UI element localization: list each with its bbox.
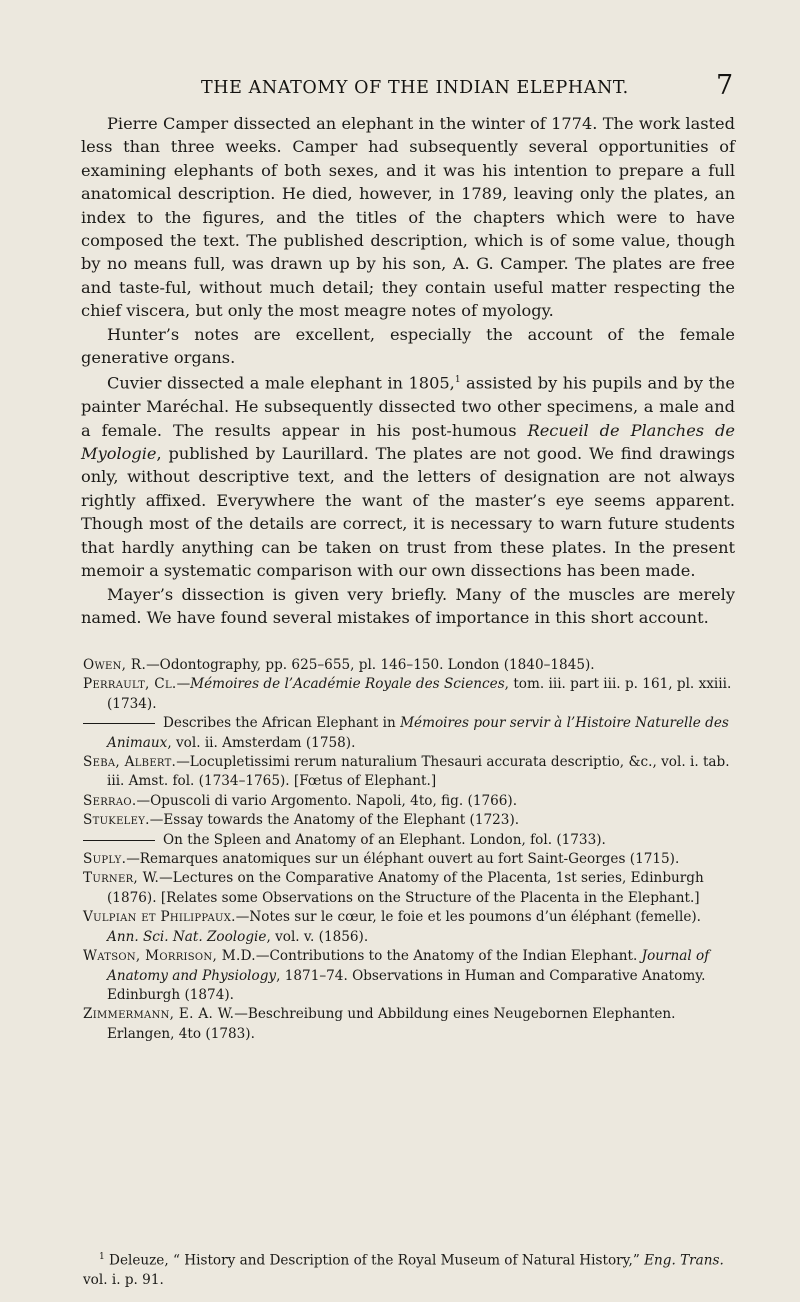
reference-entry — [83, 675, 733, 714]
reference-text-after: , tom. iii. part iii. p. 161, pl. xxiii. (1734). — [107, 676, 732, 712]
reference-author: Perrault, Cl. — [83, 676, 177, 693]
reference-text: —Opuscoli di vario Argomento. Napoli, 4to, fig. (1766). — [136, 792, 518, 809]
reference-title: Mémoires de l’Académie Royale des Sciences — [190, 676, 505, 693]
ditto-rule — [83, 723, 155, 724]
reference-text-after: , vol. ii. Amsterdam (1758). — [167, 734, 356, 751]
cuvier-text-before: Cuvier dissected a male elephant in 1805, — [107, 373, 455, 393]
body-text — [81, 112, 735, 629]
footnote-text — [83, 1248, 733, 1290]
reference-author: Turner, W. — [83, 870, 160, 887]
reference-author: Owen, R. — [83, 657, 147, 673]
footnote-marker[interactable]: 1 — [454, 375, 461, 386]
reference-entry — [83, 811, 733, 830]
reference-author: Zimmermann, E. A. W. — [83, 1006, 235, 1023]
cuvier-text-middle: assisted by his pupils and by the painter Maréchal. He subsequently dissected two other specimens, a male and a female. The results appear in his post-humous — [81, 373, 735, 440]
ditto-rule — [83, 840, 155, 841]
reference-text: —Odontography, pp. 625–655, pl. 146–150. London (1840–1845). — [146, 657, 595, 673]
reference-author: Watson, Morrison, M.D. — [83, 948, 256, 965]
reference-title: Ann. Sci. Nat. Zoologie — [107, 928, 267, 945]
paragraph-cuvier — [81, 369, 735, 582]
bibliography — [83, 656, 733, 1044]
footnote-body: Deleuze, “ History and Description of the Royal Museum of Natural History,” — [104, 1252, 645, 1269]
cuvier-work-title: Recueil de Planches de Myologie — [81, 420, 735, 464]
reference-author: Stukeley. — [83, 812, 150, 829]
footnote-after: vol. i. p. 91. — [83, 1271, 164, 1288]
reference-entry — [83, 714, 733, 753]
reference-entry — [83, 831, 733, 850]
reference-entry — [83, 1005, 733, 1044]
paragraph-camper: Pierre Camper dissected an elephant in the winter of 1774. The work lasted less than three weeks. Camper had subsequently several opportunities of examining elephants of both sexes, and it was his intention to prepare a full anatomical description. He died, however, in 1789, leaving only the plates, an index to the figures, and the titles of the chapters which were to have composed the text. The published description, which is of some value, though by no means full, was drawn up by his son, A. G. Camper. The plates are free and taste-ful, without much detail; they contain useful matter respecting the chief viscera, but only the most meagre notes of myology. — [81, 114, 735, 321]
paragraph-hunter: Hunter’s notes are excellent, especially the account of the female generative organs. — [81, 324, 735, 368]
reference-text: —Essay towards the Anatomy of the Elephant (1723). — [149, 812, 520, 829]
reference-entry — [83, 753, 733, 792]
footnote-title: Eng. Trans. — [644, 1252, 724, 1269]
reference-entry — [83, 656, 733, 675]
reference-entry — [83, 850, 733, 869]
reference-entry — [83, 869, 733, 908]
reference-author: Vulpian et Philippaux. — [83, 909, 236, 926]
reference-text: —Notes sur le cœur, le foie et les poumons d’un éléphant (femelle). — [235, 909, 701, 926]
footnote — [83, 1248, 733, 1290]
running-title: THE ANATOMY OF THE INDIAN ELEPHANT. — [201, 78, 629, 98]
reference-entry — [83, 947, 733, 1005]
reference-author: Seba, Albert. — [83, 754, 177, 771]
reference-title: Mémoires pour servir à l’Histoire Naturelle des Animaux — [107, 715, 729, 751]
reference-entry — [83, 792, 733, 811]
page-header — [0, 70, 800, 106]
reference-text: —Lectures on the Comparative Anatomy of the Placenta, 1st series, Edinburgh (1876). [Relates some Observations on the Structure of the Placenta in the Elephant.] — [107, 870, 704, 906]
reference-text-after: , vol. v. (1856). — [266, 928, 369, 945]
paragraph-mayer: Mayer’s dissection is given very briefly. Many of the muscles are merely named. We have found several mistakes of importance in this short account. — [81, 584, 735, 627]
reference-entry — [83, 908, 733, 947]
reference-author: Serrao. — [83, 792, 137, 809]
page-number: 7 — [716, 70, 734, 101]
reference-text: —Locupletissimi rerum naturalium Thesauri accurata descriptio, &c., vol. i. tab. iii. Amst. fol. (1734–1765). [Fœtus of Elephant.] — [107, 754, 730, 790]
reference-author: Suply. — [83, 851, 127, 868]
cuvier-text-after: , published by Laurillard. The plates are not good. We find drawings only, without descriptive text, and the letters of designation are not always rightly affixed. Everywhere the want of the master’s eye seems apparent. Though most of the details are correct, it is necessary to warn future students that hardly anything can be taken on trust from these plates. In the present memoir a systematic comparison with our own dissections has been made. — [81, 444, 735, 581]
footnote-number: 1 — [99, 1252, 105, 1262]
reference-text: —Contributions to the Anatomy of the Indian Elephant. — [255, 948, 642, 965]
reference-title: Journal of Anatomy and Physiology — [107, 948, 710, 984]
reference-text: — — [176, 676, 191, 693]
reference-text: —Remarques anatomiques sur un éléphant ouvert au fort Saint-Georges (1715). — [126, 851, 680, 868]
reference-text: —Beschreibung und Abbildung eines Neugebornen Elephanten. Erlangen, 4to (1783). — [107, 1006, 676, 1042]
reference-text-after: , 1871–74. Observations in Human and Comparative Anatomy. Edinburgh (1874). — [107, 967, 706, 1003]
reference-text: On the Spleen and Anatomy of an Elephant. London, fol. (1733). — [163, 831, 606, 848]
reference-text: Describes the African Elephant in — [163, 715, 401, 732]
